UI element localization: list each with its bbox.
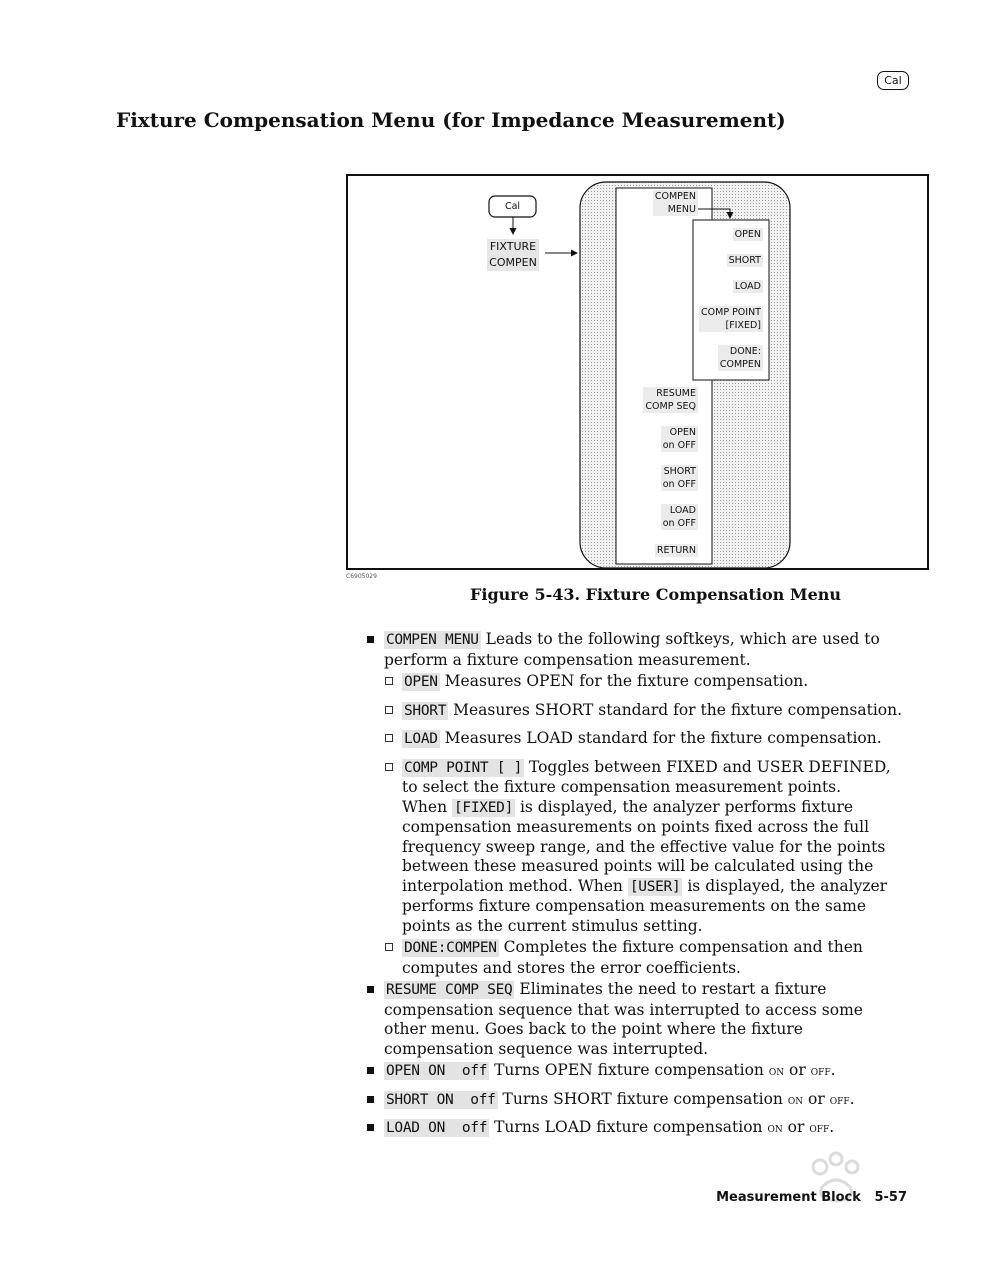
bullet-square-icon xyxy=(367,1124,374,1131)
key-label: OPEN ON off xyxy=(386,1063,488,1079)
key-label: LOAD xyxy=(404,731,438,747)
page-number: 5-57 xyxy=(874,1190,907,1205)
figure-image-id: C6905029 xyxy=(346,573,377,580)
softkey-open-onoff: OPEN on OFF xyxy=(662,427,696,451)
item-text: Completes the fixture compensation and then computes and stores the error coefficients. xyxy=(402,938,863,977)
item-text: Leads to the following softkeys, which are used to perform a fixture compensation measurement. xyxy=(384,630,880,669)
bullet-square-icon xyxy=(367,986,374,993)
cal-hardkey-marker: Cal xyxy=(877,71,909,90)
softkey-load-onoff: LOAD on OFF xyxy=(662,505,696,529)
bullet-square-icon xyxy=(367,1096,374,1103)
figure-caption: Figure 5-43. Fixture Compensation Menu xyxy=(470,585,842,604)
softkey-done-compen: DONE: COMPEN xyxy=(719,346,761,370)
bullet-box-icon xyxy=(385,763,393,771)
section-title: Fixture Compensation Menu (for Impedance Measurement) xyxy=(116,108,786,132)
softkey-short: SHORT xyxy=(728,255,761,266)
softkey-comp-point: COMP POINT [FIXED] xyxy=(701,307,761,331)
item-text: Measures OPEN for the fixture compensation. xyxy=(439,672,809,690)
comp-point-detail: When [FIXED] is displayed, the analyzer performs fixture compensation measurements on points fixed across the full frequency sweep range, and the effective value for the points between these measured points will be calculated using the interpolation method. When [USER] is displayed, the analyzer performs fixture compensation measurements on the same points as the current stimulus setting. xyxy=(402,797,888,935)
list-item: OPEN ON off Turns OPEN fixture compensation on or off. xyxy=(365,1061,905,1082)
bullet-box-icon xyxy=(385,677,393,685)
key-label: SHORT xyxy=(404,702,447,719)
list-item: LOAD ON off Turns LOAD fixture compensation on or off. xyxy=(365,1118,905,1139)
key-label: DONE:COMPEN xyxy=(404,940,497,956)
item-text: Toggles between FIXED and USER DEFINED, to select the fixture compensation measurement points. xyxy=(402,757,891,796)
key-label: OPEN xyxy=(404,674,438,690)
bullet-box-icon xyxy=(385,943,393,951)
key-label: RESUME COMP SEQ xyxy=(386,982,513,998)
menu-diagram xyxy=(346,174,929,570)
list-item xyxy=(365,672,905,693)
list-item xyxy=(365,729,905,750)
item-text: Eliminates the need to restart a fixture compensation sequence that was interrupted to access some other menu. Goes back to the point where the fixture compensation sequence was interrupted. xyxy=(384,980,863,1058)
key-label: LOAD ON off xyxy=(386,1120,488,1136)
footer-section: Measurement Block xyxy=(716,1190,861,1205)
bullet-square-icon xyxy=(367,1067,374,1074)
softkey-short-onoff: SHORT on OFF xyxy=(662,466,696,490)
softkey-descriptions xyxy=(365,630,905,1141)
softkey-compen-menu: COMPEN MENU xyxy=(654,191,696,215)
key-label: [USER] xyxy=(629,878,681,895)
bullet-square-icon xyxy=(367,636,374,643)
item-text: Measures SHORT standard for the fixture compensation. xyxy=(448,700,903,719)
softkey-load: LOAD xyxy=(734,281,761,292)
bullet-box-icon xyxy=(385,734,393,742)
softkey-resume-comp-seq: RESUME COMP SEQ xyxy=(645,388,696,412)
softkey-open: OPEN xyxy=(734,229,761,240)
list-item xyxy=(365,758,905,937)
item-text: Measures LOAD standard for the fixture compensation. xyxy=(439,729,882,747)
list-item xyxy=(365,701,905,722)
list-item xyxy=(365,980,905,1059)
bullet-box-icon xyxy=(385,706,393,714)
list-item xyxy=(365,630,905,670)
key-label: [FIXED] xyxy=(454,799,514,816)
softkey-return: RETURN xyxy=(656,545,696,556)
fixture-compen-key: FIXTURE COMPEN xyxy=(489,240,537,269)
key-label: SHORT ON off xyxy=(386,1091,496,1108)
list-item xyxy=(365,938,905,978)
cal-key-label: Cal xyxy=(504,201,521,212)
key-label: COMP POINT [ ] xyxy=(404,759,523,776)
list-item: SHORT ON off Turns SHORT fixture compensation on or off. xyxy=(365,1090,905,1111)
page-footer xyxy=(716,1190,907,1205)
key-label: COMPEN MENU xyxy=(386,632,479,648)
